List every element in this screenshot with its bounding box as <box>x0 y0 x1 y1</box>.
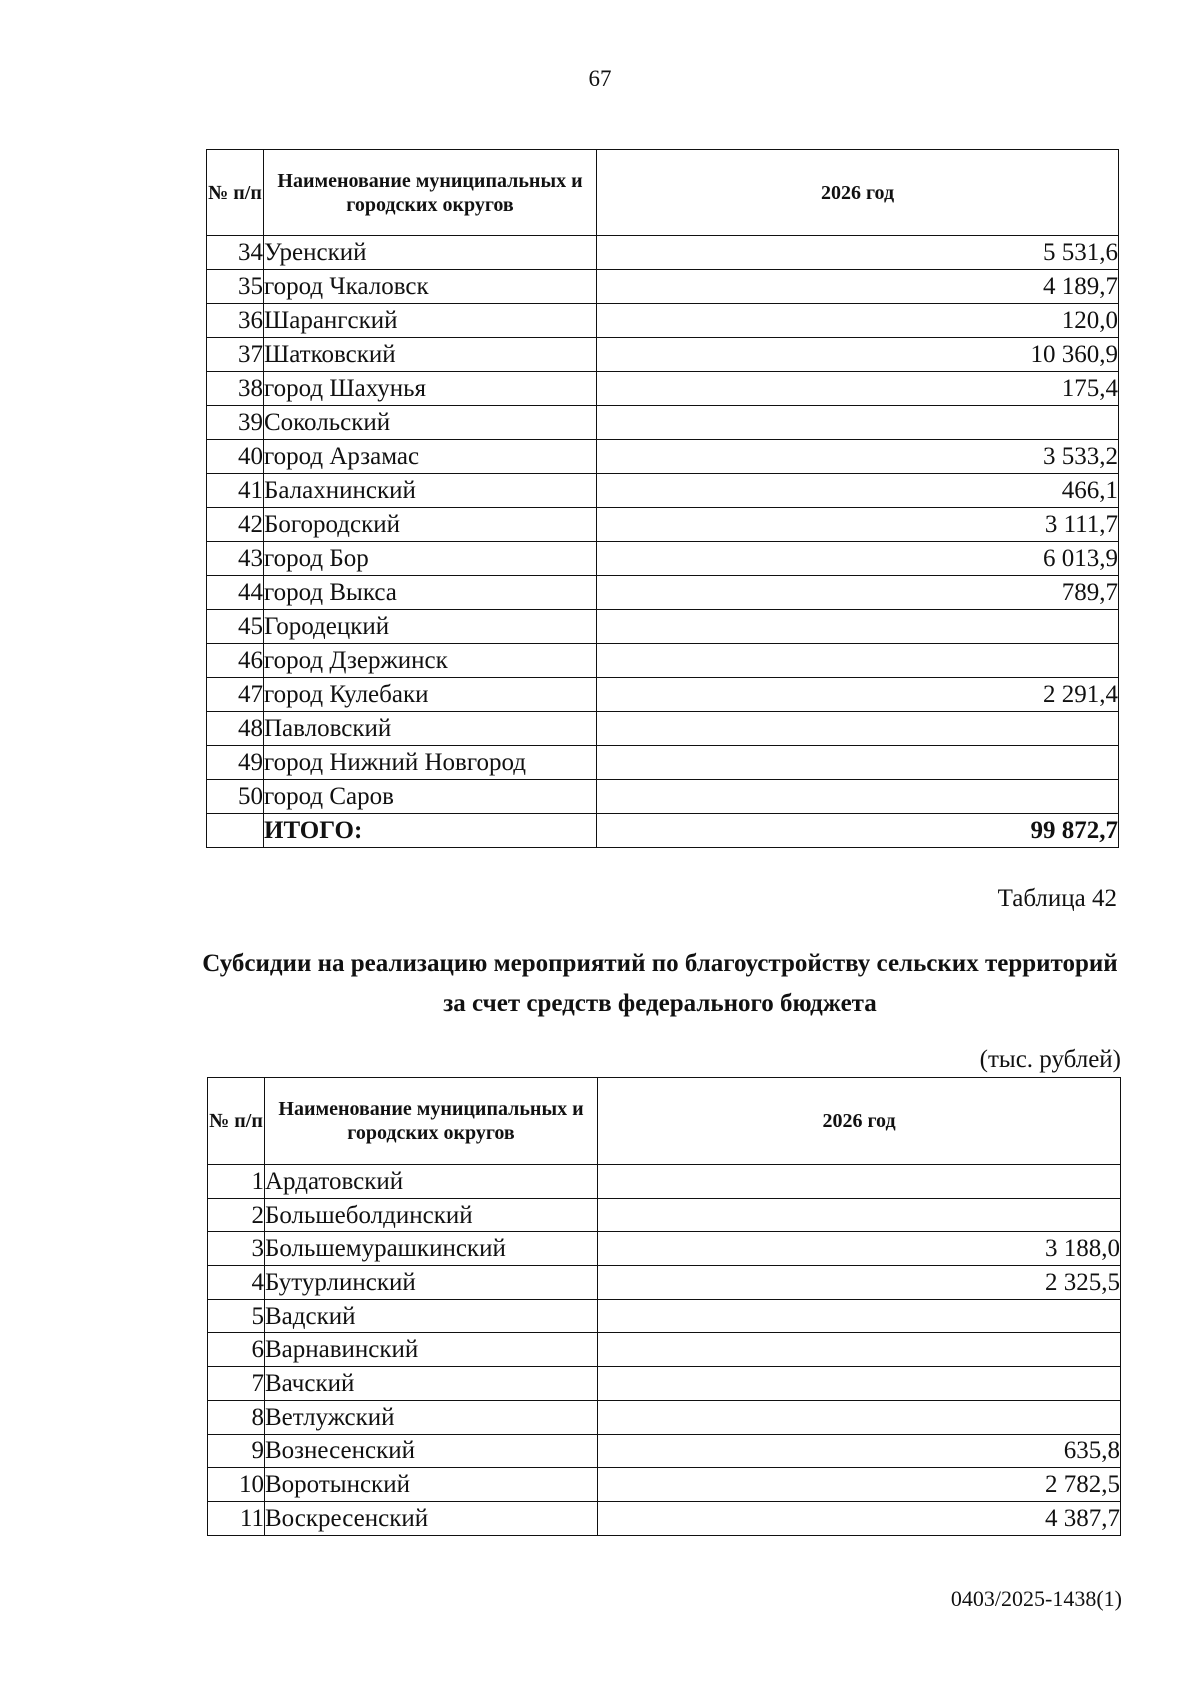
table-row <box>207 508 1119 542</box>
district-name: Сокольский <box>264 406 597 440</box>
amount-value: 2 782,5 <box>598 1468 1121 1502</box>
amount-value: 5 531,6 <box>597 236 1119 270</box>
table-row <box>208 1434 1121 1468</box>
amount-value <box>598 1165 1121 1199</box>
amount-value <box>597 712 1119 746</box>
district-name: город Саров <box>264 780 597 814</box>
row-number: 39 <box>207 406 264 440</box>
amount-value <box>597 644 1119 678</box>
row-number: 42 <box>207 508 264 542</box>
row-number: 50 <box>207 780 264 814</box>
table-row <box>208 1165 1121 1199</box>
amount-value: 4 189,7 <box>597 270 1119 304</box>
district-name: Богородский <box>264 508 597 542</box>
header-year: 2026 год <box>597 150 1119 236</box>
table-row <box>207 780 1119 814</box>
district-name: город Чкаловск <box>264 270 597 304</box>
district-name: Вадский <box>265 1299 598 1333</box>
row-number: 3 <box>208 1232 265 1266</box>
row-number: 10 <box>208 1468 265 1502</box>
amount-value <box>598 1400 1121 1434</box>
amount-value <box>598 1333 1121 1367</box>
amount-value: 789,7 <box>597 576 1119 610</box>
row-number: 47 <box>207 678 264 712</box>
amount-value: 635,8 <box>598 1434 1121 1468</box>
amount-value: 6 013,9 <box>597 542 1119 576</box>
header-name: Наименование муниципальных и городских округов <box>264 150 597 236</box>
row-number: 44 <box>207 576 264 610</box>
amount-value: 4 387,7 <box>598 1501 1121 1535</box>
amount-value <box>597 780 1119 814</box>
document-code: 0403/2025-1438(1) <box>950 1586 1122 1611</box>
subsidy-table-42 <box>207 1077 1121 1536</box>
district-name: Варнавинский <box>265 1333 598 1367</box>
table-row <box>208 1468 1121 1502</box>
amount-value <box>598 1367 1121 1401</box>
table-row <box>208 1299 1121 1333</box>
table-row <box>207 236 1119 270</box>
row-number: 1 <box>208 1165 265 1199</box>
page-number: 67 <box>588 66 612 91</box>
amount-value <box>597 746 1119 780</box>
row-number: 35 <box>207 270 264 304</box>
table-row <box>208 1501 1121 1535</box>
table-row <box>208 1232 1121 1266</box>
units-note: (тыс. рублей) <box>979 1046 1121 1073</box>
district-name: Вознесенский <box>265 1434 598 1468</box>
district-name: Бутурлинский <box>265 1266 598 1300</box>
amount-value: 175,4 <box>597 372 1119 406</box>
table-row <box>208 1198 1121 1232</box>
district-name: город Выкса <box>264 576 597 610</box>
amount-value: 3 533,2 <box>597 440 1119 474</box>
table-row <box>207 576 1119 610</box>
row-number: 37 <box>207 338 264 372</box>
table-row <box>207 644 1119 678</box>
row-number: 38 <box>207 372 264 406</box>
row-number: 2 <box>208 1198 265 1232</box>
table-row <box>207 678 1119 712</box>
table-row <box>207 542 1119 576</box>
table-row <box>207 406 1119 440</box>
district-name: Шатковский <box>264 338 597 372</box>
table-header-row <box>207 150 1119 236</box>
total-row <box>207 814 1119 848</box>
district-name: Городецкий <box>264 610 597 644</box>
row-number: 41 <box>207 474 264 508</box>
table-row <box>207 712 1119 746</box>
district-name: Вачский <box>265 1367 598 1401</box>
table-row <box>207 338 1119 372</box>
header-number: № п/п <box>208 1078 265 1165</box>
row-number: 36 <box>207 304 264 338</box>
amount-value: 2 291,4 <box>597 678 1119 712</box>
district-name: Воротынский <box>265 1468 598 1502</box>
row-number: 8 <box>208 1400 265 1434</box>
district-name: город Дзержинск <box>264 644 597 678</box>
amount-value: 120,0 <box>597 304 1119 338</box>
total-label: ИТОГО: <box>264 814 597 848</box>
district-name: город Нижний Новгород <box>264 746 597 780</box>
district-name: город Арзамас <box>264 440 597 474</box>
table-row <box>207 746 1119 780</box>
row-number: 34 <box>207 236 264 270</box>
row-number: 48 <box>207 712 264 746</box>
district-name: Воскресенский <box>265 1501 598 1535</box>
table-row <box>207 440 1119 474</box>
row-number: 40 <box>207 440 264 474</box>
table-header-row <box>208 1078 1121 1165</box>
row-number: 45 <box>207 610 264 644</box>
table-row <box>207 304 1119 338</box>
row-number: 11 <box>208 1501 265 1535</box>
district-name: город Бор <box>264 542 597 576</box>
district-name: Павловский <box>264 712 597 746</box>
total-number-cell <box>207 814 264 848</box>
amount-value <box>598 1198 1121 1232</box>
amount-value <box>598 1299 1121 1333</box>
amount-value: 466,1 <box>597 474 1119 508</box>
district-name: Ветлужский <box>265 1400 598 1434</box>
row-number: 5 <box>208 1299 265 1333</box>
header-year: 2026 год <box>598 1078 1121 1165</box>
row-number: 46 <box>207 644 264 678</box>
total-value: 99 872,7 <box>597 814 1119 848</box>
district-name: Уренский <box>264 236 597 270</box>
amount-value: 10 360,9 <box>597 338 1119 372</box>
amount-value: 2 325,5 <box>598 1266 1121 1300</box>
district-name: Балахнинский <box>264 474 597 508</box>
row-number: 6 <box>208 1333 265 1367</box>
table-row <box>208 1400 1121 1434</box>
row-number: 4 <box>208 1266 265 1300</box>
table-row <box>208 1367 1121 1401</box>
amount-value <box>597 610 1119 644</box>
table-row <box>207 372 1119 406</box>
table-row <box>208 1266 1121 1300</box>
table-row <box>208 1333 1121 1367</box>
district-name: город Кулебаки <box>264 678 597 712</box>
row-number: 43 <box>207 542 264 576</box>
row-number: 7 <box>208 1367 265 1401</box>
district-name: Большемурашкинский <box>265 1232 598 1266</box>
table-row <box>207 610 1119 644</box>
table-title: Субсидии на реализацию мероприятий по благоустройству сельских территорий за счет средств федерального бюджета <box>202 950 1118 1017</box>
header-name: Наименование муниципальных и городских округов <box>265 1078 598 1165</box>
table-label: Таблица 42 <box>997 885 1117 912</box>
row-number: 9 <box>208 1434 265 1468</box>
table-row <box>207 270 1119 304</box>
district-name: Большеболдинский <box>265 1198 598 1232</box>
amount-value: 3 188,0 <box>598 1232 1121 1266</box>
district-name: Шарангский <box>264 304 597 338</box>
table-row <box>207 474 1119 508</box>
amount-value: 3 111,7 <box>597 508 1119 542</box>
row-number: 49 <box>207 746 264 780</box>
subsidy-table-continued <box>206 149 1119 848</box>
header-number: № п/п <box>207 150 264 236</box>
district-name: Ардатовский <box>265 1165 598 1199</box>
district-name: город Шахунья <box>264 372 597 406</box>
amount-value <box>597 406 1119 440</box>
